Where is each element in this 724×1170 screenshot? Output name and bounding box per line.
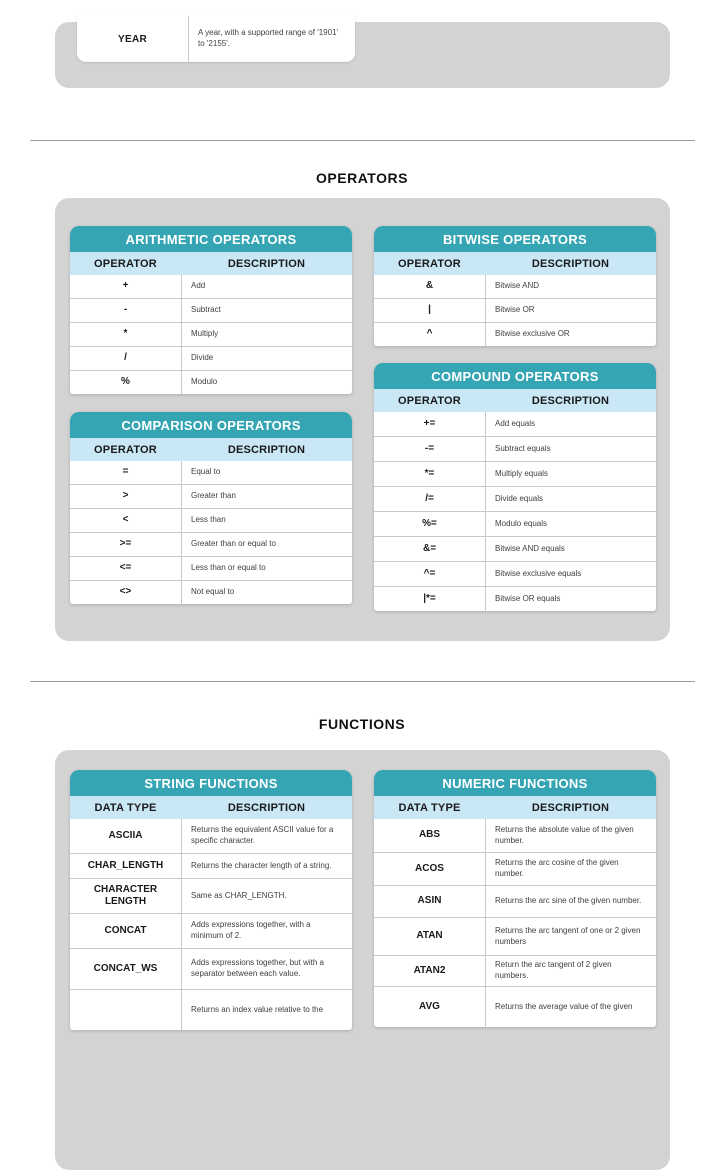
- functions-heading: FUNCTIONS: [318, 716, 406, 732]
- table-body: [374, 275, 656, 346]
- description-cell: Returns the absolute value of the given number.: [485, 819, 656, 852]
- table-row: [374, 412, 656, 436]
- table-row: [70, 853, 352, 878]
- table-body: [70, 461, 352, 604]
- column-header-description: DESCRIPTION: [227, 257, 306, 270]
- term-cell: ACOS: [415, 862, 444, 874]
- table-row: [374, 819, 656, 852]
- description-cell: Equal to: [181, 461, 352, 484]
- description-cell: Less than: [181, 509, 352, 532]
- table-row: [374, 322, 656, 346]
- column-header-operator: OPERATOR: [94, 443, 157, 456]
- description-cell: Divide equals: [485, 487, 656, 511]
- term-cell: /: [124, 352, 127, 364]
- table-header-row: [70, 796, 352, 819]
- term-cell: [70, 990, 181, 1030]
- table-title: STRING FUNCTIONS: [70, 770, 352, 796]
- description-cell: Return the arc tangent of 2 given numbers.: [485, 956, 656, 986]
- term-cell: /=: [425, 492, 434, 504]
- description-cell: Multiply equals: [485, 462, 656, 486]
- table-row: [70, 948, 352, 989]
- term-cell: *: [123, 328, 128, 340]
- term-cell: CHAR_LENGTH: [87, 859, 164, 871]
- column-header-operator: OPERATOR: [398, 394, 461, 407]
- description-cell: Add: [181, 275, 352, 298]
- term-cell: ASCIIA: [108, 829, 143, 841]
- table-row: [70, 913, 352, 948]
- term-cell: %: [121, 376, 130, 388]
- table-row: [70, 878, 352, 913]
- term-cell: ^=: [423, 567, 436, 579]
- description-cell: Bitwise AND equals: [485, 537, 656, 561]
- description-cell: Modulo equals: [485, 512, 656, 536]
- column-header-description: DESCRIPTION: [531, 801, 610, 814]
- description-cell: Adds expressions together, with a minimum of 2.: [181, 914, 352, 948]
- table-title: NUMERIC FUNCTIONS: [374, 770, 656, 796]
- table-row: [374, 461, 656, 486]
- description-cell: Add equals: [485, 412, 656, 436]
- table-title: COMPARISON OPERATORS: [70, 412, 352, 438]
- term-cell: <>: [119, 586, 132, 598]
- term-cell: CONCAT: [104, 924, 147, 936]
- description-cell: Divide: [181, 347, 352, 370]
- table-header-row: [70, 438, 352, 461]
- term-cell: ATAN2: [413, 964, 446, 976]
- term-cell: -: [123, 304, 128, 316]
- description-cell: Returns the arc cosine of the given number.: [485, 853, 656, 885]
- table-row: [374, 852, 656, 885]
- table-body: [374, 819, 656, 1027]
- description-cell: Subtract: [181, 299, 352, 322]
- bitwise-operators-table: [374, 226, 656, 346]
- table-row: [70, 298, 352, 322]
- term-cell: ^: [426, 328, 433, 340]
- table-title: COMPOUND OPERATORS: [374, 363, 656, 389]
- description-cell: Modulo: [181, 371, 352, 394]
- table-row: [70, 532, 352, 556]
- description-cell: Returns the average value of the given: [485, 987, 656, 1027]
- table-row: [70, 580, 352, 604]
- column-header-data-type: DATA TYPE: [94, 801, 157, 814]
- section-divider: [30, 681, 695, 682]
- arithmetic-operators-table: [70, 226, 352, 394]
- numeric-functions-table: [374, 770, 656, 1027]
- description-cell: Returns an index value relative to the: [181, 990, 352, 1030]
- column-header-operator: OPERATOR: [94, 257, 157, 270]
- term-cell: *=: [424, 467, 435, 479]
- description-cell: Returns the equivalent ASCII value for a specific character.: [181, 819, 352, 853]
- description-cell: Bitwise OR equals: [485, 587, 656, 611]
- operators-heading: OPERATORS: [316, 170, 408, 186]
- compound-operators-table: [374, 363, 656, 611]
- table-row: [374, 511, 656, 536]
- table-row: [70, 508, 352, 532]
- table-header-row: [374, 389, 656, 412]
- table-row: [70, 484, 352, 508]
- table-row: [374, 955, 656, 986]
- table-row: [374, 586, 656, 611]
- table-row: [70, 461, 352, 484]
- term-cell: &: [425, 280, 434, 292]
- term-cell: |*=: [423, 592, 436, 604]
- term-cell: +: [122, 280, 129, 292]
- table-row: [70, 346, 352, 370]
- description-cell: Bitwise AND: [485, 275, 656, 298]
- description-cell: Same as CHAR_LENGTH.: [181, 879, 352, 913]
- table-row: [374, 536, 656, 561]
- column-header-description: DESCRIPTION: [531, 394, 610, 407]
- table-row: [374, 986, 656, 1027]
- description-cell: Not equal to: [181, 581, 352, 604]
- column-header-data-type: DATA TYPE: [398, 801, 461, 814]
- term-cell: CHARACTER LENGTH: [93, 883, 158, 907]
- string-functions-table: [70, 770, 352, 1030]
- table-row: [70, 275, 352, 298]
- term-cell: >=: [119, 538, 132, 550]
- term-cell: %=: [422, 517, 437, 529]
- description-cell: Greater than or equal to: [181, 533, 352, 556]
- table-row: [70, 370, 352, 394]
- table-title: ARITHMETIC OPERATORS: [70, 226, 352, 252]
- column-header-operator: OPERATOR: [398, 257, 461, 270]
- column-header-description: DESCRIPTION: [227, 801, 306, 814]
- table-header-row: [70, 252, 352, 275]
- description-cell: Bitwise exclusive equals: [485, 562, 656, 586]
- table-row: [374, 917, 656, 955]
- term-cell: <: [122, 514, 129, 526]
- table-row: [374, 561, 656, 586]
- table-title: BITWISE OPERATORS: [374, 226, 656, 252]
- table-row: [70, 322, 352, 346]
- table-row: [70, 989, 352, 1030]
- table-header-row: [374, 252, 656, 275]
- term-cell: ATAN: [416, 930, 443, 942]
- term-cell: |: [428, 304, 431, 316]
- description-cell: Bitwise OR: [485, 299, 656, 322]
- term-cell: AVG: [419, 1000, 440, 1012]
- table-row: [374, 275, 656, 298]
- table-row: [374, 486, 656, 511]
- description-cell: Bitwise exclusive OR: [485, 323, 656, 346]
- description-cell: Returns the character length of a string.: [181, 854, 352, 878]
- comparison-operators-table: [70, 412, 352, 604]
- table-row: [374, 436, 656, 461]
- term-cell: +=: [423, 417, 436, 429]
- term-cell: -=: [424, 442, 435, 454]
- description-cell: Subtract equals: [485, 437, 656, 461]
- description-cell: A year, with a supported range of '1901' to '2155'.: [188, 16, 355, 62]
- column-header-description: DESCRIPTION: [227, 443, 306, 456]
- description-cell: Returns the arc sine of the given number.: [485, 886, 656, 917]
- table-row-fragment-year: [77, 16, 355, 62]
- term-cell: YEAR: [118, 33, 147, 45]
- description-cell: Multiply: [181, 323, 352, 346]
- table-body: [70, 819, 352, 1030]
- description-cell: Greater than: [181, 485, 352, 508]
- term-cell: =: [122, 466, 129, 478]
- term-cell: >: [122, 490, 129, 502]
- table-row: [374, 298, 656, 322]
- section-divider: [30, 140, 695, 141]
- term-cell: ASIN: [417, 895, 442, 907]
- table-row: [70, 819, 352, 853]
- description-cell: Less than or equal to: [181, 557, 352, 580]
- column-header-description: DESCRIPTION: [531, 257, 610, 270]
- table-row: [374, 885, 656, 917]
- table-header-row: [374, 796, 656, 819]
- term-cell: ABS: [418, 829, 441, 841]
- table-body: [70, 275, 352, 394]
- description-cell: Returns the arc tangent of one or 2 given numbers: [485, 918, 656, 955]
- table-body: [374, 412, 656, 611]
- term-cell: CONCAT_WS: [93, 962, 158, 974]
- term-cell: <=: [119, 562, 132, 574]
- term-cell: &=: [422, 542, 437, 554]
- table-row: [70, 556, 352, 580]
- description-cell: Adds expressions together, but with a separator between each value.: [181, 949, 352, 989]
